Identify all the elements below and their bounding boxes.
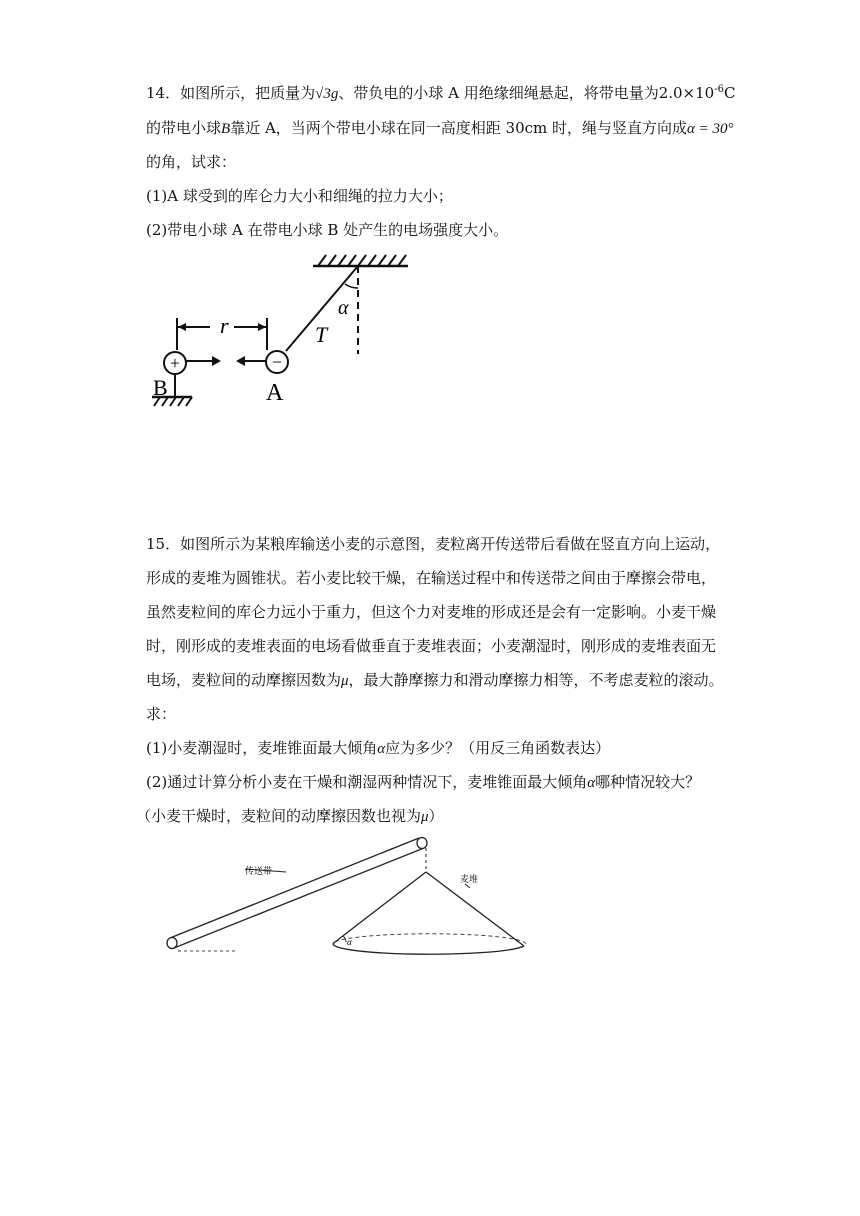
belt-lower-roller	[167, 938, 177, 949]
q15-p2-alpha: α	[587, 775, 596, 791]
r-arrow-left-head	[178, 323, 186, 331]
q15-line-5	[146, 670, 724, 691]
q14-part-1: (1)A 球受到的库仑力大小和细绳的拉力大小；	[146, 187, 453, 205]
pile-base-front	[333, 942, 524, 954]
q14-line2-a: 的带电小球	[146, 119, 222, 137]
ball-b-label: B	[153, 375, 168, 400]
q15-line-3: 虽然麦粒间的库仑力远小于重力，但这个力对麦堆的形成还是会有一定影响。小麦干燥	[146, 603, 717, 621]
q15-p1-alpha: α	[377, 741, 386, 757]
q14-line1-b: 、带负电的小球 A 用绝缘细绳悬起，将带电量为	[338, 84, 659, 102]
ball-b-sign: +	[169, 353, 181, 373]
q14-charge-exp: -6	[714, 84, 724, 95]
q14-line-1	[146, 80, 735, 104]
q14-alpha-value: α = 30°	[687, 121, 734, 137]
belt-label: 传送带	[245, 866, 273, 876]
belt-upper-roller	[417, 838, 427, 849]
q15-line-6: 求：	[146, 705, 177, 723]
q14-charge: 2.0×10	[658, 84, 715, 102]
q14-mass: √3g	[315, 86, 339, 102]
q15-line5-a: 电场，麦粒间的动摩擦因数为	[146, 671, 342, 689]
q15-part-3	[136, 806, 444, 827]
pile-left-slope	[335, 872, 426, 942]
q15-p1-b: 应为多少？（用反三角函数表达）	[385, 739, 611, 757]
q14-figure	[140, 250, 420, 420]
force-on-b-arrowhead	[212, 356, 221, 366]
q14-line-3: 的角，试求：	[146, 153, 237, 171]
q15-part-2	[146, 772, 700, 793]
belt-top-edge	[170, 838, 419, 938]
q14-ball-b: B	[221, 121, 231, 137]
q15-figure	[160, 830, 540, 965]
q15-mu: μ	[341, 673, 349, 689]
pile-leader-line	[465, 884, 470, 888]
pile-label: 麦堆	[460, 874, 479, 884]
q15-p1-a: (1)小麦潮湿时，麦堆锥面最大倾角	[146, 739, 378, 757]
force-on-a-arrowhead	[236, 356, 245, 366]
q15-p3-mu: μ	[421, 809, 429, 825]
q15-p3-a: （小麦干燥时，麦粒间的动摩擦因数也视为	[136, 807, 422, 825]
q14-line-2	[146, 118, 734, 139]
q15-part-1	[146, 738, 610, 759]
q15-line-2: 形成的麦堆为圆锥状。若小麦比较干燥，在输送过程中和传送带之间由于摩擦会带电，	[146, 569, 717, 587]
angle-arc	[345, 284, 358, 288]
ball-a-label: A	[266, 380, 284, 406]
alpha-label: α	[338, 297, 349, 319]
tension-label: T	[315, 322, 328, 347]
ball-a-sign: −	[271, 352, 283, 372]
q14-charge-unit: C	[723, 84, 736, 102]
q15-line-4: 时，刚形成的麦堆表面的电场看做垂直于麦堆表面；小麦潮湿时，刚形成的麦堆表面无	[146, 637, 717, 655]
q14-line1-a: 14．如图所示，把质量为	[146, 84, 316, 102]
q15-p2-a: (2)通过计算分析小麦在干燥和潮湿两种情况下，麦堆锥面最大倾角	[146, 773, 588, 791]
pile-base-back	[335, 934, 526, 946]
r-label: r	[220, 313, 229, 338]
q15-p2-b: 哪种情况较大？	[595, 773, 701, 791]
belt-bottom-edge	[174, 848, 424, 948]
q15-p3-b: ）	[428, 807, 444, 825]
ceiling-hatch	[318, 255, 406, 266]
q15-line5-b: ，最大静摩擦力和滑动摩擦力相等，不考虑麦粒的滚动。	[348, 671, 724, 689]
pile-alpha-label: α	[347, 937, 352, 947]
q14-part-2: (2)带电小球 A 在带电小球 B 处产生的电场强度大小。	[146, 221, 509, 239]
r-arrow-right-head	[258, 323, 266, 331]
q15-line-1: 15．如图所示为某粮库输送小麦的示意图，麦粒离开传送带后看做在竖直方向上运动，	[146, 535, 721, 553]
q14-line2-b: 靠近 A，当两个带电小球在同一高度相距 30cm 时，绳与竖直方向成	[230, 119, 688, 137]
